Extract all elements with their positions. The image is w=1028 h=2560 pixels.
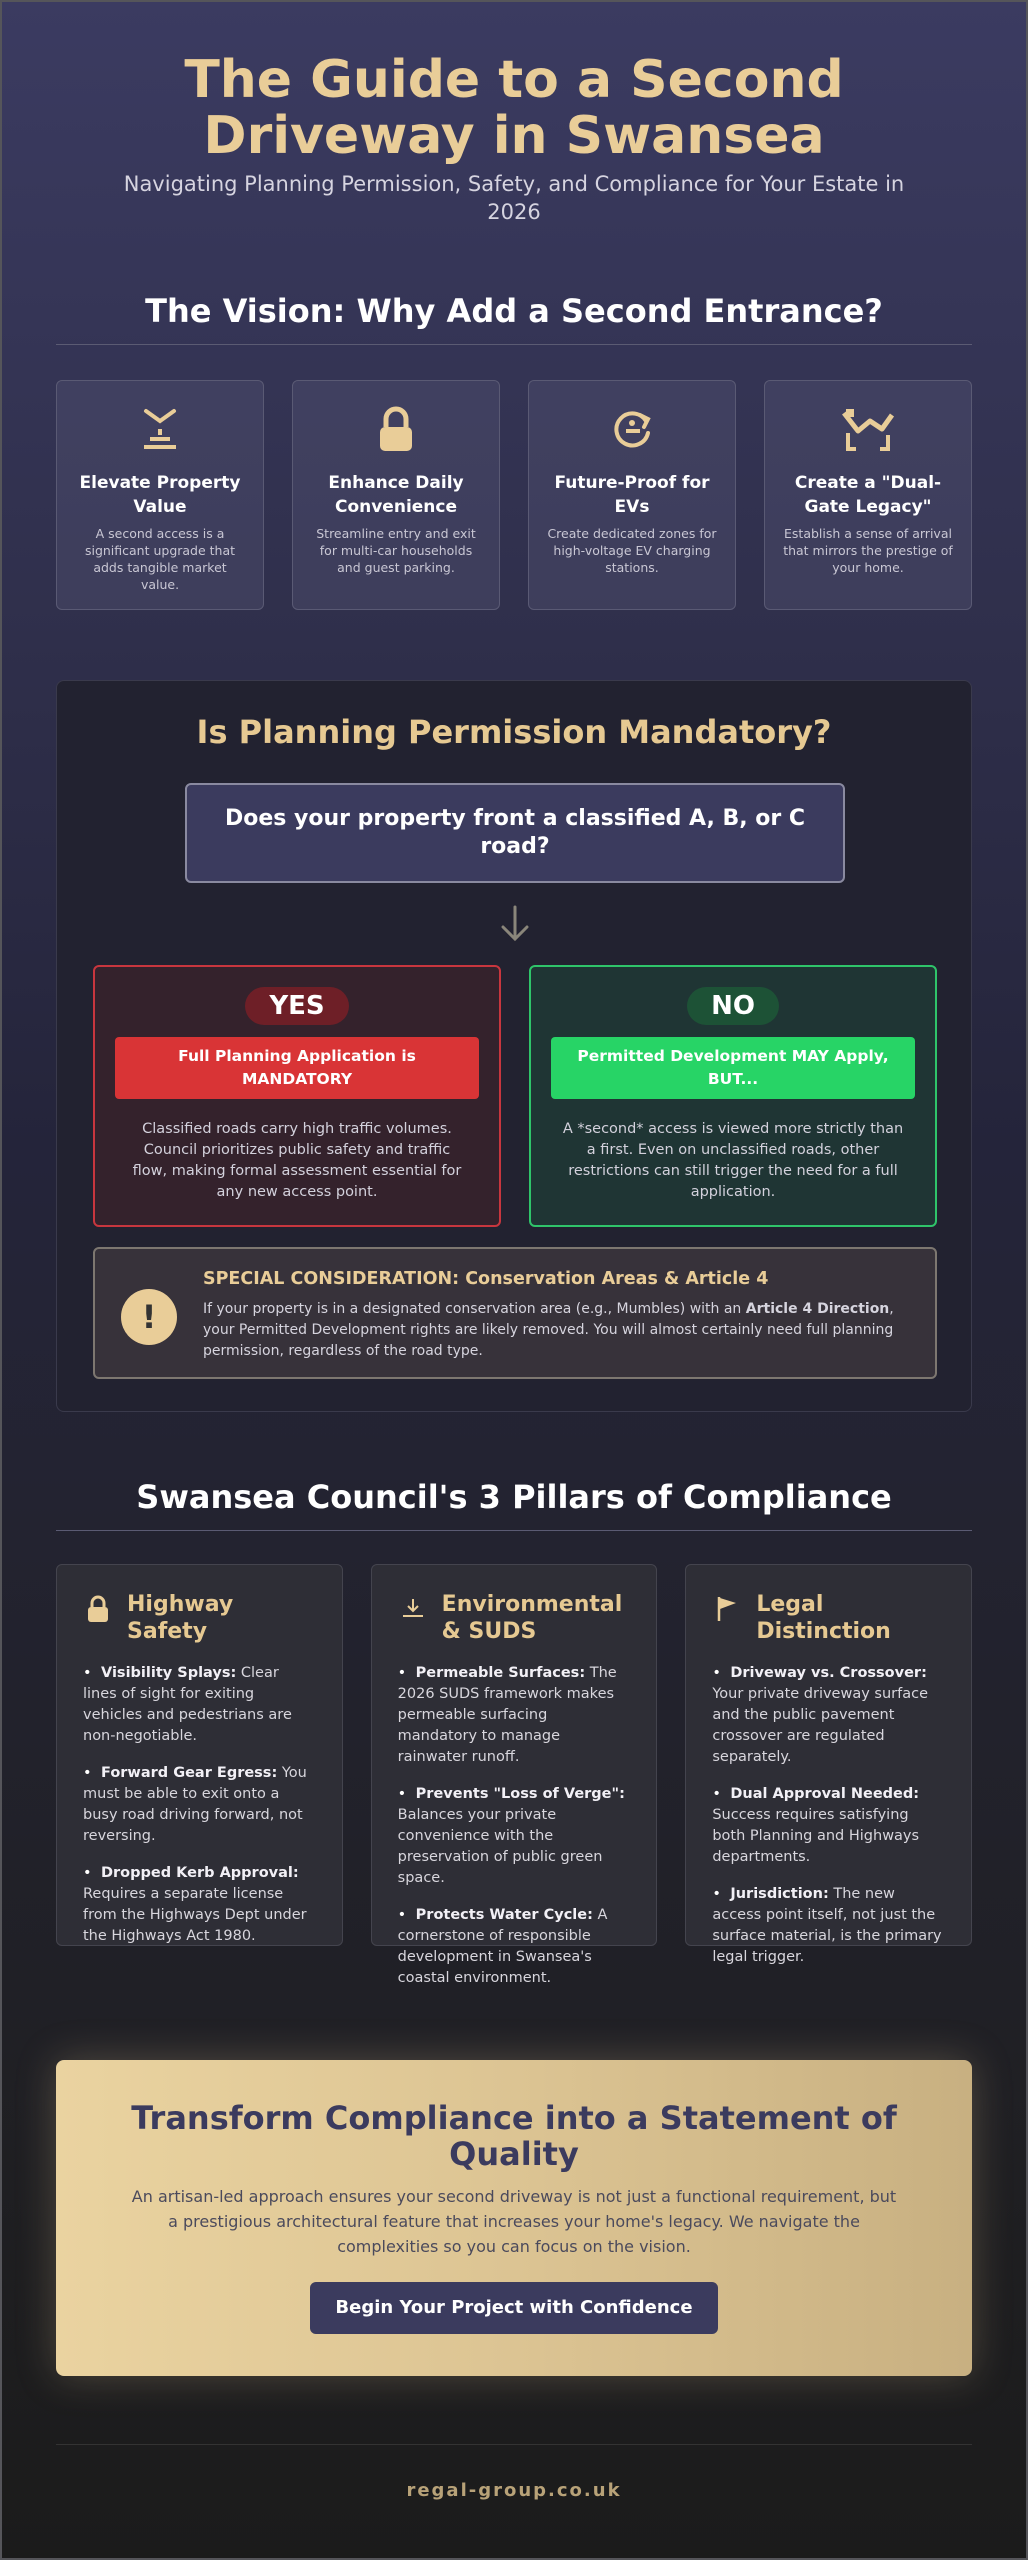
- no-pill: NO: [687, 987, 779, 1025]
- vision-card-convenience: [292, 380, 500, 610]
- warning-icon: !: [121, 1289, 177, 1345]
- lock-icon: [311, 401, 481, 457]
- point-text: You must be able to exit onto a busy road driving forward, not reversing.: [83, 1765, 307, 1844]
- point-text: The new access point itself, not just the surface material, is the primary legal trigger.: [712, 1886, 942, 1965]
- vision-section-title: The Vision: Why Add a Second Entrance?: [145, 292, 883, 330]
- drainage-icon: [398, 1593, 428, 1623]
- vision-cards: [56, 380, 972, 610]
- yes-explanation: Classified roads carry high traffic volumes. Council prioritizes public safety and traffic flow, making formal assessment essential for any new access point.: [132, 1121, 462, 1200]
- pillar-title: Legal Distinction: [756, 1592, 891, 1644]
- pillar-highway-safety: [56, 1564, 343, 1946]
- no-branch: [529, 965, 937, 1227]
- lock-icon: [83, 1593, 113, 1623]
- pillar-legal: [685, 1564, 972, 1965]
- pillar-point: • Driveway vs. Crossover: Your private driveway surface and the public pavement crossover are regulated separately.: [712, 1665, 929, 1765]
- special-consideration: [93, 1247, 937, 1379]
- point-text: Your private driveway surface and the public pavement crossover are regulated separately.: [712, 1686, 929, 1765]
- planning-panel: [56, 680, 972, 1412]
- footer-link[interactable]: regal-group.co.uk: [406, 2480, 622, 2501]
- special-text: [203, 1299, 913, 1362]
- planning-title: Is Planning Permission Mandatory?: [196, 713, 832, 751]
- pillar-title: Environmental & SUDS: [441, 1592, 623, 1644]
- point-label: Driveway vs. Crossover:: [730, 1665, 927, 1681]
- footer-divider: [56, 2444, 972, 2445]
- ev-charging-icon: [547, 401, 717, 457]
- pillar-title: Highway Safety: [127, 1592, 234, 1644]
- planning-question: Does your property front a classified A, B, or C road?: [185, 783, 845, 883]
- point-text: Success requires satisfying both Planning and Highways departments.: [712, 1807, 920, 1865]
- cta-banner: [56, 2060, 972, 2376]
- pillar-environmental: [371, 1564, 658, 1986]
- yes-pill: YES: [245, 987, 348, 1025]
- pillar-point: • Dropped Kerb Approval: Requires a separate license from the Highways Dept under the Highways Act 1980.: [83, 1865, 307, 1944]
- vision-card-title: Future-Proof for EVs: [554, 473, 710, 517]
- point-label: Permeable Surfaces:: [415, 1665, 586, 1681]
- vision-card-gate: [764, 380, 972, 610]
- page-subtitle: Navigating Planning Permission, Safety, and Compliance for Your Estate in 2026: [123, 172, 905, 224]
- point-label: Prevents "Loss of Verge":: [415, 1786, 625, 1802]
- cta-title: Transform Compliance into a Statement of Quality: [131, 2099, 897, 2173]
- special-text-part: If your property is in a designated conservation area (e.g., Mumbles) with an: [203, 1301, 746, 1317]
- vision-card-text: Streamline entry and exit for multi-car households and guest parking.: [316, 526, 476, 575]
- vision-card-value: [56, 380, 264, 610]
- point-text: The 2026 SUDS framework makes permeable surfacing mandatory to manage rainwater runoff.: [397, 1665, 617, 1765]
- value-scale-icon: [75, 401, 245, 457]
- pillar-point: • Visibility Splays: Clear lines of sight for exiting vehicles and pedestrians are non-negotiable.: [83, 1665, 292, 1744]
- flag-icon: [712, 1593, 742, 1623]
- vision-card-text: A second access is a significant upgrade that adds tangible market value.: [84, 526, 236, 592]
- pillar-point: • Permeable Surfaces: The 2026 SUDS framework makes permeable surfacing mandatory to manage rainwater runoff.: [397, 1665, 617, 1765]
- no-explanation: A *second* access is viewed more strictly than a first. Even on unclassified roads, other restrictions can still trigger the need for a full application.: [562, 1121, 904, 1200]
- special-text-part: , your Permitted Development rights are likely removed. You will almost certainly need full planning permission, regardless of the road type.: [203, 1301, 894, 1359]
- point-text: Balances your private convenience with the preservation of public green space.: [397, 1807, 603, 1886]
- no-verdict: Permitted Development MAY Apply, BUT...: [551, 1037, 915, 1099]
- pillars-cards: [56, 1564, 972, 1986]
- point-label: Forward Gear Egress:: [101, 1765, 278, 1781]
- pillar-point: • Protects Water Cycle: A cornerstone of responsible development in Swansea's coastal environment.: [397, 1907, 608, 1986]
- pillar-point: • Dual Approval Needed: Success requires satisfying both Planning and Highways departments.: [712, 1786, 920, 1865]
- point-text: Requires a separate license from the Highways Dept under the Highways Act 1980.: [83, 1886, 307, 1944]
- pillars-section-title: Swansea Council's 3 Pillars of Compliance: [136, 1478, 892, 1516]
- point-text: Clear lines of sight for exiting vehicles and pedestrians are non-negotiable.: [83, 1665, 292, 1744]
- special-text-bold: Article 4 Direction: [745, 1301, 890, 1317]
- vision-card-title: Create a "Dual-Gate Legacy": [794, 473, 942, 517]
- gate-icon: [783, 401, 953, 457]
- special-title: SPECIAL CONSIDERATION: Conservation Areas & Article 4: [203, 1269, 769, 1289]
- point-label: Visibility Splays:: [101, 1665, 237, 1681]
- vision-card-title: Enhance Daily Convenience: [328, 473, 464, 517]
- vision-card-title: Elevate Property Value: [79, 473, 241, 517]
- vision-divider: [56, 344, 972, 345]
- point-text: A cornerstone of responsible development in Swansea's coastal environment.: [397, 1907, 608, 1986]
- page-title: The Guide to a Second Driveway in Swansea: [184, 50, 844, 166]
- point-label: Protects Water Cycle:: [415, 1907, 593, 1923]
- pillar-point: • Forward Gear Egress: You must be able to exit onto a busy road driving forward, not reversing.: [83, 1765, 307, 1844]
- vision-card-text: Create dedicated zones for high-voltage EV charging stations.: [547, 526, 717, 575]
- vision-card-text: Establish a sense of arrival that mirrors the prestige of your home.: [783, 526, 953, 575]
- point-label: Dropped Kerb Approval:: [101, 1865, 299, 1881]
- yes-branch: [93, 965, 501, 1227]
- pillar-point: • Prevents "Loss of Verge": Balances your private convenience with the preservation of public green space.: [397, 1786, 625, 1886]
- point-label: Dual Approval Needed:: [730, 1786, 920, 1802]
- vision-card-ev: [528, 380, 736, 610]
- point-label: Jurisdiction:: [730, 1886, 829, 1902]
- arrow-down-icon: [495, 903, 535, 945]
- yes-verdict: Full Planning Application is MANDATORY: [115, 1037, 479, 1099]
- pillar-point: • Jurisdiction: The new access point itself, not just the surface material, is the primary legal trigger.: [712, 1886, 942, 1965]
- pillars-divider: [56, 1530, 972, 1531]
- cta-text: An artisan-led approach ensures your second driveway is not just a functional requirement, but a prestigious architectural feature that increases your home's legacy. We navigate the complexities so you can focus on the vision.: [131, 2187, 897, 2256]
- begin-project-button[interactable]: Begin Your Project with Confidence: [310, 2282, 718, 2334]
